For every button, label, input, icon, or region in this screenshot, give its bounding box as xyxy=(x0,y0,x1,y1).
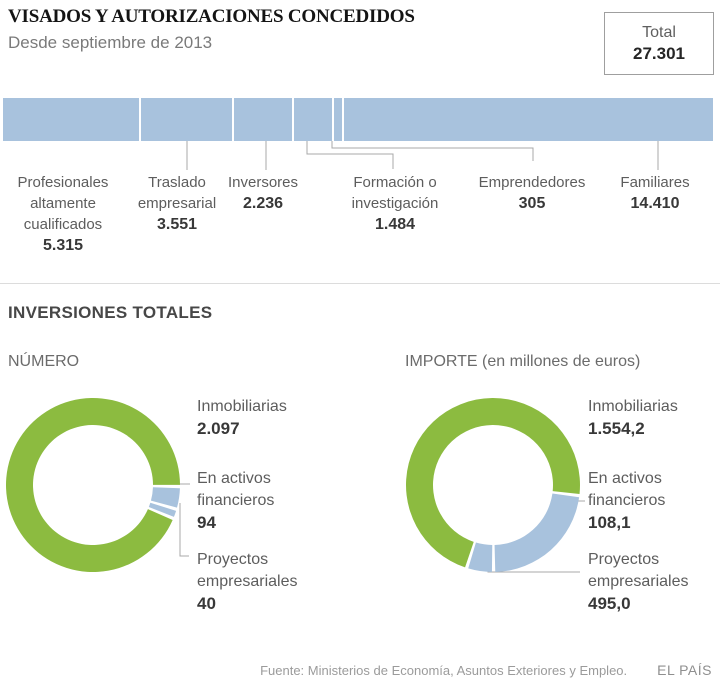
source-credit: Fuente: Ministerios de Economía, Asuntos Exteriores y Empleo. xyxy=(260,663,628,678)
investments-section-title: INVERSIONES TOTALES xyxy=(8,303,213,322)
importe-label-proyectos xyxy=(588,549,688,615)
label-value: 305 xyxy=(518,195,546,212)
label-line: cualificados xyxy=(23,216,103,233)
importe-donut-chart xyxy=(405,395,585,575)
bar-segment-4 xyxy=(294,98,332,141)
label-value: 108,1 xyxy=(588,513,631,532)
label-value: 1.554,2 xyxy=(588,419,645,438)
label-value: 495,0 xyxy=(588,594,631,613)
publisher-logo-text: EL PAÍS xyxy=(657,662,712,678)
importe-label-activos xyxy=(588,468,665,534)
label-line: Proyectos xyxy=(197,551,269,568)
label-value: 3.551 xyxy=(156,216,198,233)
donut-slice-proyectos-empresariales xyxy=(495,493,580,572)
numero-label-activos xyxy=(197,468,274,534)
connector-emprendedores xyxy=(332,141,533,161)
label-value: 94 xyxy=(197,513,216,532)
label-value: 1.484 xyxy=(374,216,416,233)
numero-label-proyectos xyxy=(197,549,297,615)
bar-label-familiares xyxy=(588,172,720,214)
label-value: 40 xyxy=(197,594,216,613)
bar-label-inversores xyxy=(196,172,330,214)
bar-segment-3 xyxy=(234,98,291,141)
label-line: empresariales xyxy=(588,573,689,590)
bar-segment-5 xyxy=(334,98,342,141)
label-line: Formación o xyxy=(353,174,437,191)
numero-heading: NÚMERO xyxy=(8,353,80,370)
label-line: Inmobiliarias xyxy=(197,398,287,415)
numero-donut-chart xyxy=(5,395,185,575)
importe-heading: IMPORTE (en millones de euros) xyxy=(405,353,641,370)
label-line: financieros xyxy=(588,492,666,509)
donut-slice-inmobiliarias xyxy=(6,398,180,572)
total-value: 27.301 xyxy=(633,43,685,63)
label-line: Profesionales xyxy=(17,174,109,191)
label-line: investigación xyxy=(351,195,439,212)
label-value: 2.097 xyxy=(197,419,240,438)
label-line: En activos xyxy=(197,470,271,487)
label-line: Inmobiliarias xyxy=(588,398,678,415)
numero-label-inmobiliarias xyxy=(197,396,287,440)
importe-label-inmobiliarias xyxy=(588,396,678,440)
footer xyxy=(0,662,712,678)
stacked-bar-chart xyxy=(3,98,713,141)
label-value: 14.410 xyxy=(630,195,680,212)
label-line: altamente xyxy=(30,195,96,212)
label-line: Inversores xyxy=(227,174,299,191)
page-title: VISADOS Y AUTORIZACIONES CONCEDIDOS xyxy=(8,6,415,27)
bar-segment-1 xyxy=(3,98,139,141)
label-line: En activos xyxy=(588,470,662,487)
label-value: 2.236 xyxy=(242,195,284,212)
bar-label-formacion xyxy=(328,172,462,235)
label-line: Traslado xyxy=(148,174,206,191)
section-divider xyxy=(0,283,720,284)
total-box xyxy=(604,12,714,75)
label-line: empresariales xyxy=(197,573,298,590)
page-subtitle: Desde septiembre de 2013 xyxy=(8,33,213,52)
label-line: Proyectos xyxy=(588,551,660,568)
bar-segment-6 xyxy=(344,98,713,141)
bar-segment-2 xyxy=(141,98,232,141)
label-line: empresarial xyxy=(137,195,217,212)
label-line: financieros xyxy=(197,492,275,509)
label-line: Familiares xyxy=(620,174,690,191)
label-line: Emprendedores xyxy=(478,174,586,191)
connector-formacion xyxy=(307,141,393,169)
total-label: Total xyxy=(642,23,676,41)
bar-label-emprendedores xyxy=(465,172,599,214)
label-value: 5.315 xyxy=(42,237,84,254)
